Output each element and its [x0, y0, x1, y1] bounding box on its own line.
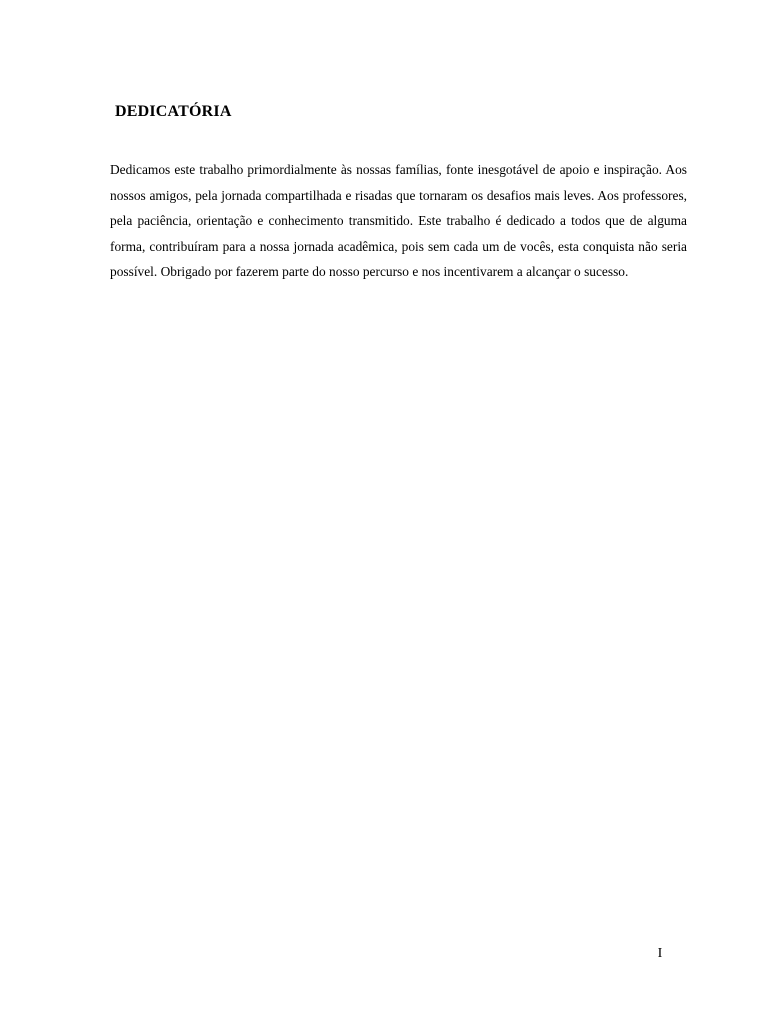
page-title: DEDICATÓRIA: [115, 103, 232, 120]
page-number: I: [657, 946, 663, 961]
dedication-paragraph: Dedicamos este trabalho primordialmente às nossas famílias, fonte inesgotável de apoio e inspiração. Aos nossos amigos, pela jornada compartilhada e risadas que tornaram os desafios mais leves. Aos professores, pela paciência, orientação e conhecimento transmitido. Este trabalho é dedicado a todos que de alguma forma, contribuíram para a nossa jornada acadêmica, pois sem cada um de vocês, esta conquista não seria possível. Obrigado por fazerem parte do nosso percurso e nos incentivarem a alcançar o sucesso.: [110, 162, 687, 279]
